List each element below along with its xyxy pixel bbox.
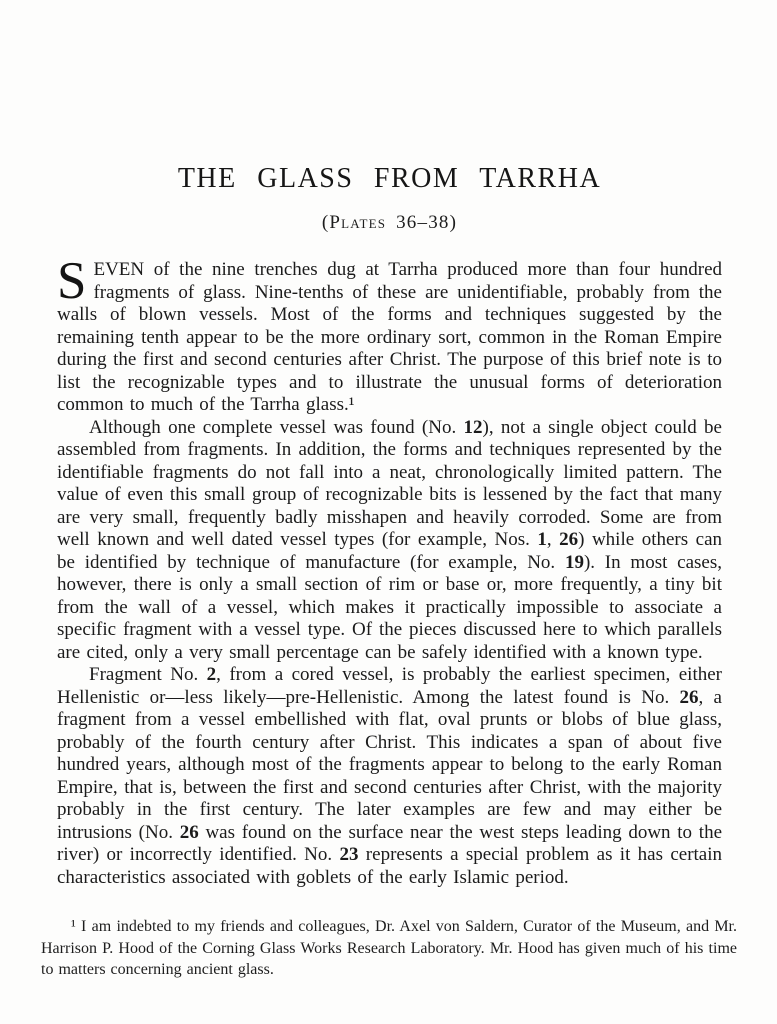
article-body <box>57 252 723 889</box>
paragraph <box>57 664 722 889</box>
text-run: represents a special problem as it has certain characteristics associated with goblets of the early Islamic period. <box>57 844 723 888</box>
catalogue-number: 1 <box>537 529 547 550</box>
catalogue-number: 23 <box>339 844 359 865</box>
paragraph <box>57 417 722 665</box>
catalogue-number: 2 <box>206 664 217 685</box>
page-content <box>41 0 737 981</box>
text-run: was found on the surface near the west steps leading down to the river) or incorrectly identified. No. <box>57 821 723 865</box>
text-run: , a fragment from a vessel embellished with flat, oval prunts or blobs of blue glass, probably of the fourth century after Christ. This indicates a span of about five hundred years, although most of the fragments appear to belong to the early Roman Empire, that is, between the first and second centuries after Christ, with the majority probably in the first century. The later examples are few and may either be intrusions (No. <box>57 686 722 843</box>
catalogue-number: 12 <box>463 416 483 438</box>
footnote: ¹ I am indebted to my friends and colleagues, Dr. Axel von Saldern, Curator of the Museum, and Mr. Harrison P. Hood of the Corning Glass Works Research Laboratory. Mr. Hood has given much of his time to matters concerning ancient glass. <box>41 918 737 978</box>
text-run: ), not a single object could be assembled from fragments. In addition, the forms and techniques represented by the identifiable fragments do not fall into a neat, chronologically limited pattern. The value of even this small group of recognizable bits is lessened by the fact that many are very small, frequently badly misshapen and heavily corroded. Some are from well known and well dated vessel types (for example, Nos. <box>57 416 722 550</box>
catalogue-number: 26 <box>179 821 199 843</box>
text-run: ). In most cases, however, there is only a small section of rim or base or, more frequently, a tiny bit from the wall of a vessel, which makes it practically impossible to associate a specific fragment with a vessel type. Of the pieces discussed here to which parallels are cited, only a very small percentage can be safely identified with a known type. <box>57 551 722 663</box>
text-run: ) while others can be identified by technique of manufacture (for example, No. <box>57 529 723 573</box>
catalogue-number: 26 <box>679 686 699 708</box>
catalogue-number: 26 <box>559 529 579 550</box>
article-title: THE GLASS FROM TARRHA <box>177 163 602 194</box>
dropcap-letter: S <box>57 252 87 310</box>
text-run: Although one complete vessel was found (No. <box>89 416 464 438</box>
text-run: , from a cored vessel, is probably the earliest specimen, either Hellenistic or—less likely—pre-Hellenistic. Among the latest found is No. <box>57 664 722 708</box>
paragraph <box>57 252 722 417</box>
text-run: EVEN of the nine trenches dug at Tarrha produced more than four hundred fragments of glass. Nine-tenths of these are unidentifiable, probably from the walls of blown vessels. Most of the forms and techniques suggested by the remaining tenth appear to be the more ordinary sort, common in the Roman Empire during the first and second centuries after Christ. The purpose of this brief note is to list the recognizable types and to illustrate the unusual forms of deterioration common to much of the Tarrha glass.¹ <box>57 259 722 415</box>
text-run: , <box>546 529 560 550</box>
text-run: Fragment No. <box>89 664 207 685</box>
article-subtitle: (Plates 36–38) <box>321 212 458 233</box>
catalogue-number: 19 <box>564 551 584 573</box>
